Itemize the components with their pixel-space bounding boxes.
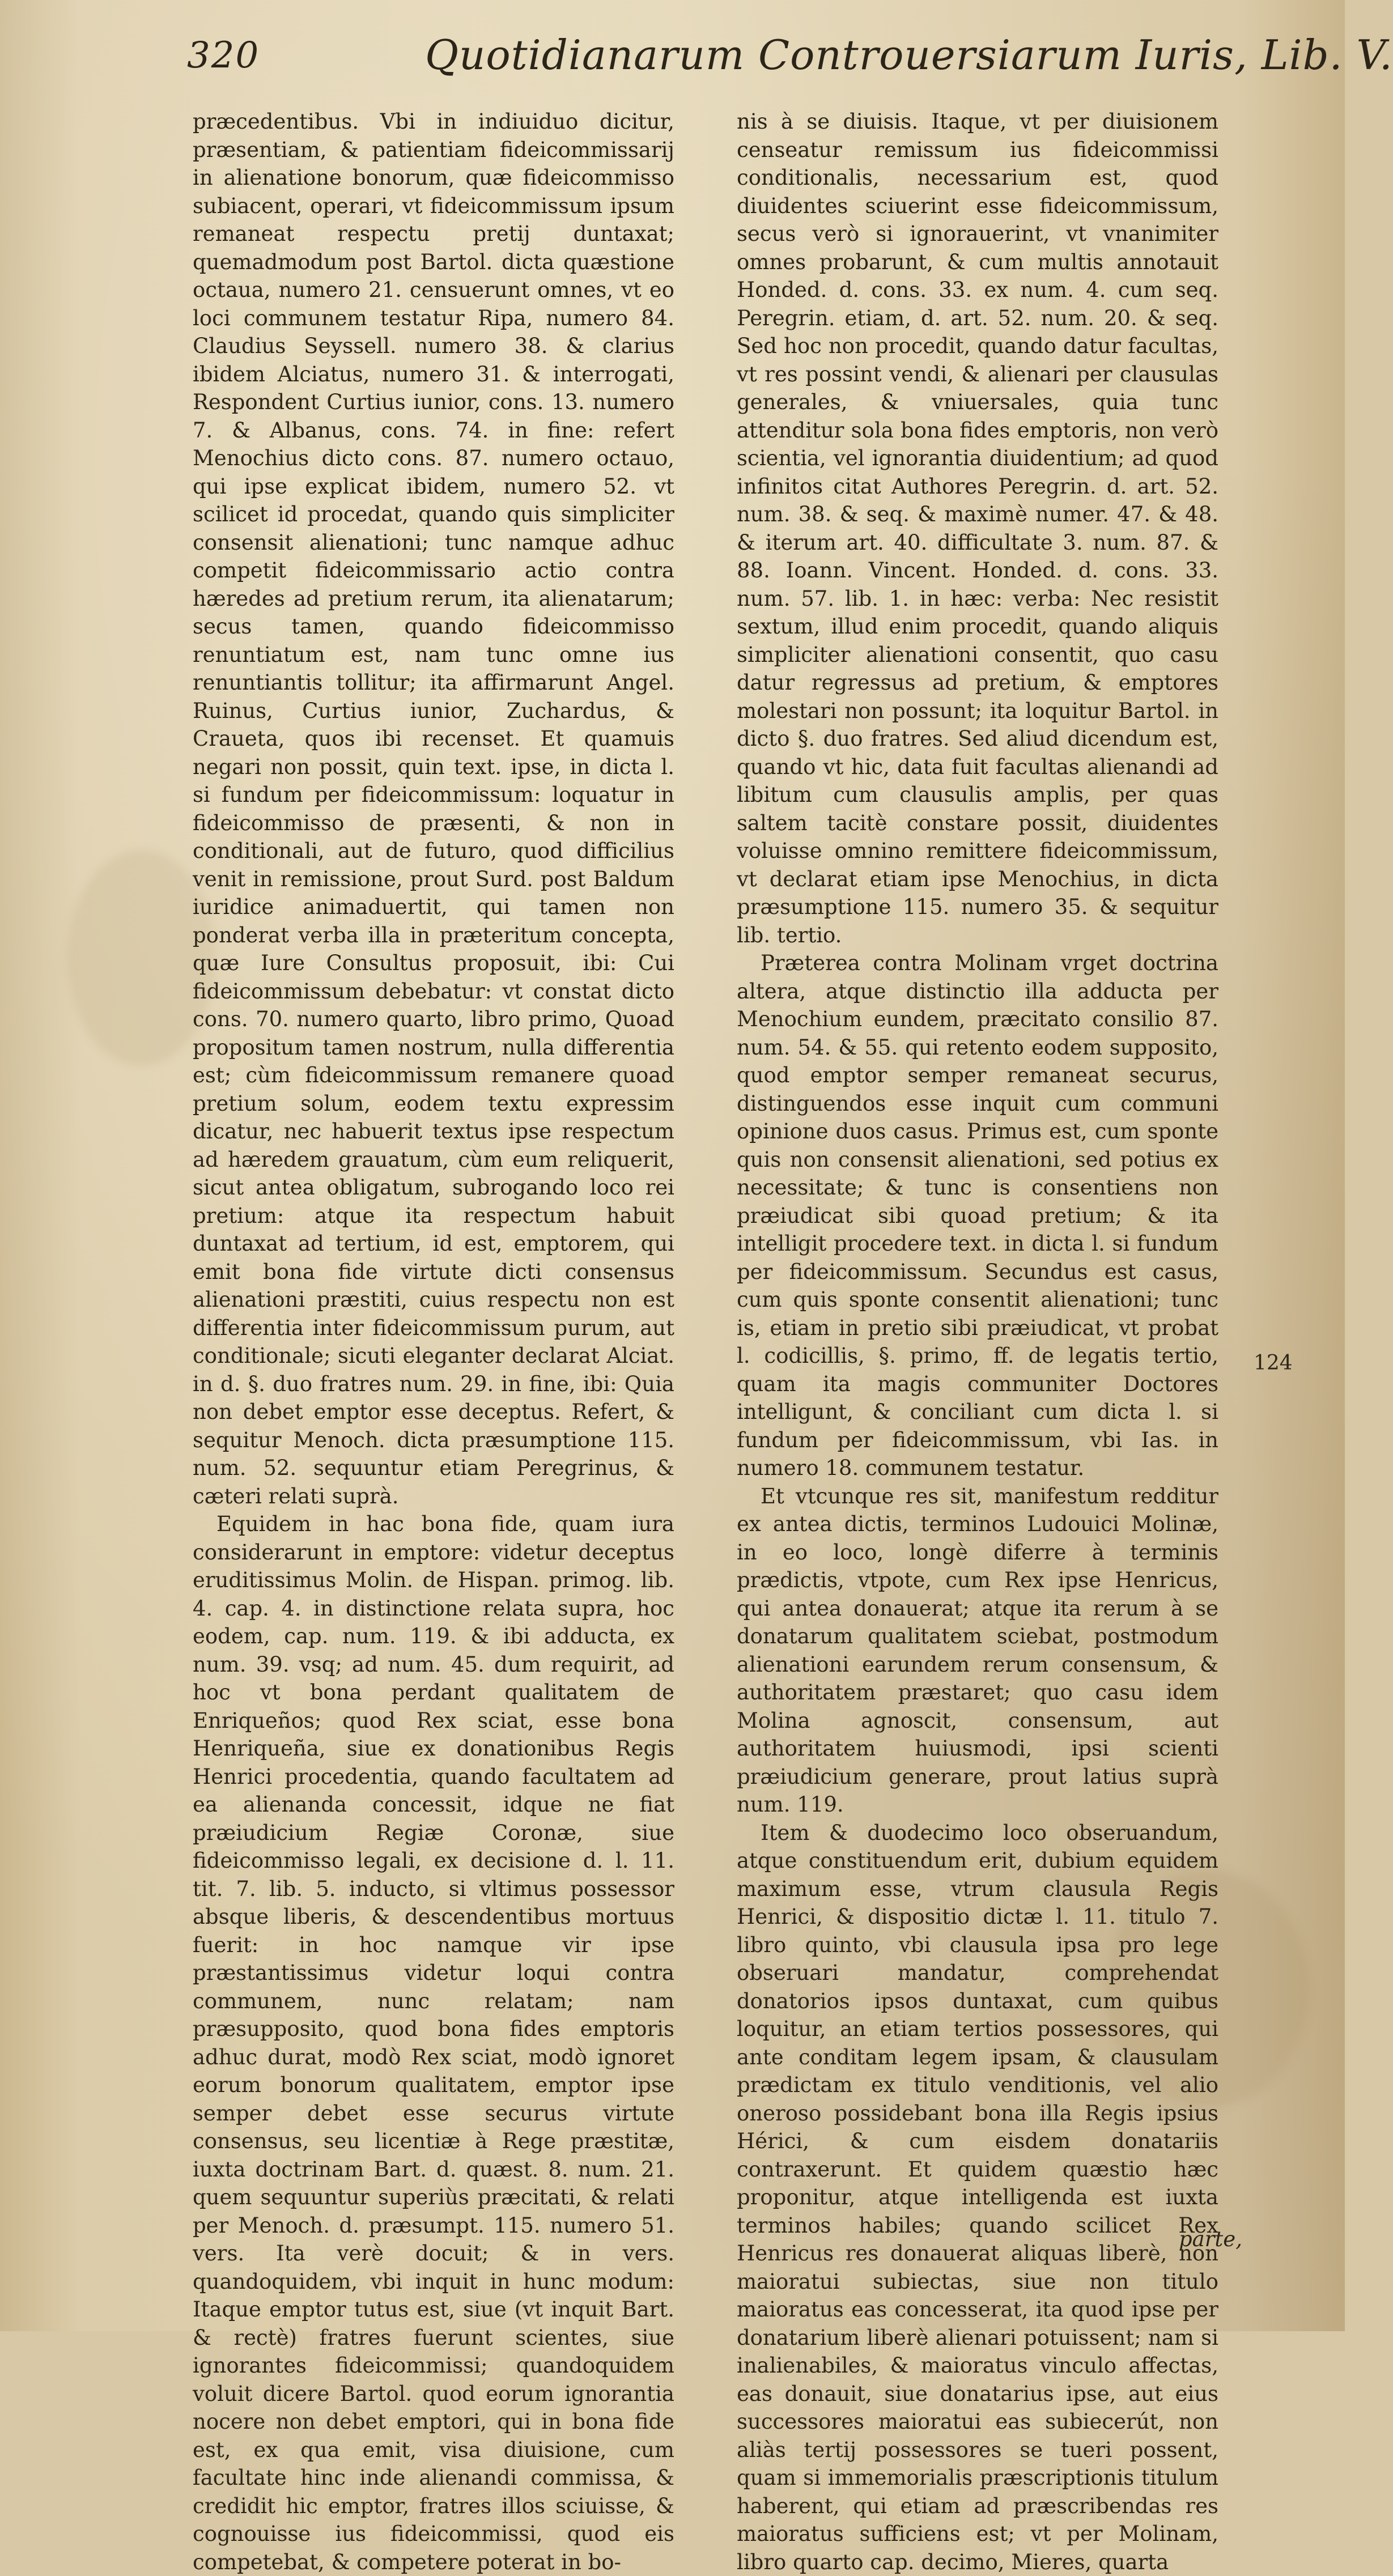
paragraph: præcedentibus. Vbi in indiuiduo dicitur, præsentiam, & patientiam fideicommissarij in alienatione bonorum, quæ fideicommisso subiacent, operari, vt fideicommissum ipsum remaneat respectu pretij duntaxat; quemadmodum post Bartol. dicta quæstione octaua, numero 21. censuerunt omnes, vt eo loci communem testatur Ripa, numero 84. Claudius Seyssell. numero 38. & clarius ibidem Alciatus, numero 31. & interrogati, Respondent Curtius iunior, cons. 13. numero 7. & Albanus, cons. 74. in fine: refert Menochius dicto cons. 87. numero octauo, qui ipse explicat ibidem, numero 52. vt scilicet id procedat, quando quis simpliciter consensit alienationi; tunc namque adhuc competit fideicommissario actio contra hæredes ad pretium rerum, ita alienatarum; secus tamen, quando fideicommisso renuntiatum est, nam tunc omne ius renuntiantis tollitur; ita affirmarunt Angel. Ruinus, Curtius iunior, Zuchardus, & Craueta, quos ibi recenset. Et quamuis negari non possit, quin text. ipse, in dicta l. si fundum per fideicommissum: loquatur in fideicommisso de præsenti, & non in conditionali, aut de futuro, quod difficilius venit in remissione, prout Surd. post Baldum iuridice animaduertit, qui tamen non ponderat verba illa in præteritum concepta, quæ Iure Consultus proposuit, ibi: Cui fideicommissum debebatur: vt constat dicto cons. 70. numero quarto, libro primo, Quoad propositum tamen nostrum, nulla differentia est; cùm fideicommissum remanere quoad pretium solum, eodem textu expressim dicatur, nec habuerit textus ipse respectum ad hæredem grauatum, cùm eum reliquerit, sicut antea obligatum, subrogando loco rei pretium: atque ita respectum habuit duntaxat ad tertium, id est, emptorem, qui emit bona fide virtute dicti consensus alienationi præstiti, cuius respectu non est differentia inter fideicommissum purum, aut conditionale; sicuti eleganter declarat Alciat. in d. §. duo fratres num. 29. in fine, ibi: Quia non debet emptor esse deceptus. Refert, & sequitur Menoch. dicta præsumptione 115. num. 52. sequuntur etiam Peregrinus, & cæteri relati suprà. [193, 108, 674, 1510]
running-title: Quotidianarum Controuersiarum Iuris, Lib. V. [425, 31, 1393, 79]
left-column [193, 108, 674, 2216]
paragraph: nis à se diuisis. Itaque, vt per diuisionem censeatur remissum ius fideicommissi conditionalis, necessarium est, quod diuidentes sciuerint esse fideicommissum, secus verò si ignorauerint, vt vnanimiter omnes probarunt, & cum multis annotauit Honded. d. cons. 33. ex num. 4. cum seq. Peregrin. etiam, d. art. 52. num. 20. & seq. Sed hoc non procedit, quando datur facultas, vt res possint vendi, & alienari per clausulas generales, & vniuersales, quia tunc attenditur sola bona fides emptoris, non verò scientia, vel ignorantia diuidentium; ad quod infinitos citat Authores Peregrin. d. art. 52. num. 38. & seq. & maximè numer. 47. & 48. & iterum art. 40. difficultate 3. num. 87. & 88. Ioann. Vincent. Honded. d. cons. 33. num. 57. lib. 1. in hæc: verba: Nec resistit sextum, illud enim procedit, quando aliquis simpliciter alienationi consentit, quo casu datur regressus ad pretium, & emptores molestari non possunt; ita loquitur Bartol. in dicto §. duo fratres. Sed aliud dicendum est, quando vt hic, data fuit facultas alienandi ad libitum cum clausulis amplis, per quas saltem tacitè constare possit, diuidentes voluisse omnino remittere fideicommissum, vt declarat etiam ipse Menochius, in dicta præsumptione 115. numero 35. & sequitur lib. tertio. [737, 108, 1218, 949]
catchword: parte, [1179, 2227, 1242, 2251]
paragraph: Equidem in hac bona fide, quam iura considerarunt in emptore: videtur deceptus eruditissimus Molin. de Hispan. primog. lib. 4. cap. 4. in distinctione relata supra, hoc eodem, cap. num. 119. & ibi adducta, ex num. 39. vsq; ad num. 45. dum requirit, ad hoc vt bona perdant qualitatem de Enriqueños; quod Rex sciat, esse bona Henriqueña, siue ex donationibus Regis Henrici procedentia, quando facultatem ad ea alienanda concessit, idque ne fiat præiudicium Regiæ Coronæ, siue fideicommisso legali, ex decisione d. l. 11. tit. 7. lib. 5. inducto, si vltimus possessor absque liberis, & descendentibus mortuus fuerit: in hoc namque vir ipse præstantissimus videtur loqui contra communem, nunc relatam; nam præsupposito, quod bona fides emptoris adhuc durat, modò Rex sciat, modò ignoret eorum bonorum qualitatem, emptor ipse semper debet esse securus virtute consensus, seu licentiæ à Rege præstitæ, iuxta doctrinam Bart. d. quæst. 8. num. 21. quem sequuntur superiùs præcitati, & relati per Menoch. d. præsumpt. 115. numero 51. vers. Ita verè docuit; & in vers. quandoquidem, vbi inquit in hunc modum: Itaque emptor tutus est, siue (vt inquit Bart. & rectè) fratres fuerunt scientes, siue ignorantes fideicommissi; quandoquidem voluit dicere Bartol. quod eorum ignorantia nocere non debet emptori, qui in bona fide est, ex qua emit, visa diuisione, cum facultate hinc inde alienandi commissa, & credidit hic emptor, fratres illos sciuisse, & cognouisse ius fideicommissi, quod eis competebat, & competere poterat in bo- [193, 1510, 674, 2576]
page-number: 320 [187, 35, 260, 76]
running-head [187, 31, 1128, 93]
paragraph: Præterea contra Molinam vrget doctrina altera, atque distinctio illa adducta per Menochium eundem, præcitato consilio 87. num. 54. & 55. qui retento eodem supposito, quod emptor semper remaneat securus, distinguendos esse inquit cum communi opinione duos casus. Primus est, cum sponte quis non consensit alienationi, sed potius ex necessitate; & tunc is consentiens non præiudicat sibi quoad pretium; & ita intelligit procedere text. in dicta l. si fundum per fideicommissum. Secundus est casus, cum quis sponte consentit alienationi; tunc is, etiam in pretio sibi præiudicat, vt probat l. codicillis, §. primo, ff. de legatis tertio, quam ita magis communiter Doctores intelligunt, & conciliant cum dicta l. si fundum per fideicommissum, vbi Ias. in numero 18. communem testatur. [737, 949, 1218, 1482]
paragraph: Et vtcunque res sit, manifestum redditur ex antea dictis, terminos Ludouici Molinæ, in eo loco, longè diferre à terminis prædictis, vtpote, cum Rex ipse Henricus, qui antea donauerat; atque ita rerum à se donatarum qualitatem sciebat, postmodum alienationi earundem rerum consensum, & authoritatem præstaret; quo casu idem Molina agnoscit, consensum, aut authoritatem huiusmodi, ipsi scienti præiudicium generare, prout latius suprà num. 119. [737, 1482, 1218, 1819]
paragraph: Item & duodecimo loco obseruandum, atque constituendum erit, dubium equidem maximum esse, vtrum clausula Regis Henrici, & dispositio dictæ l. 11. titulo 7. libro quinto, vbi clausula ipsa pro lege obseruari mandatur, comprehendat donatorios ipsos duntaxat, cum quibus loquitur, an etiam tertios possessores, qui ante conditam legem ipsam, & clausulam prædictam ex titulo venditionis, vel alio oneroso possidebant bona illa Regis ipsius Hérici, & cum eisdem donatariis contraxerunt. Et quidem quæstio hæc proponitur, atque intelligenda est iuxta terminos habiles; quando scilicet Rex Henricus res donauerat aliquas liberè, non maioratui subiectas, siue non titulo maioratus eas concesserat, ita quod ipse per donatarium liberè alienari potuissent; nam si inalienabiles, & maioratus vinculo affectas, eas donauit, siue donatarius ipse, aut eius successores maioratui eas subiecerút, non aliàs tertij possessores se tueri possent, quam si immemorialis præscriptionis titulum haberent, qui etiam ad præscribendas res maioratus sufficiens est; vt per Molinam, libro quarto cap. decimo, Mieres, quarta [737, 1819, 1218, 2576]
margin-number: 124 [1254, 1351, 1293, 1375]
right-column [737, 108, 1218, 2216]
